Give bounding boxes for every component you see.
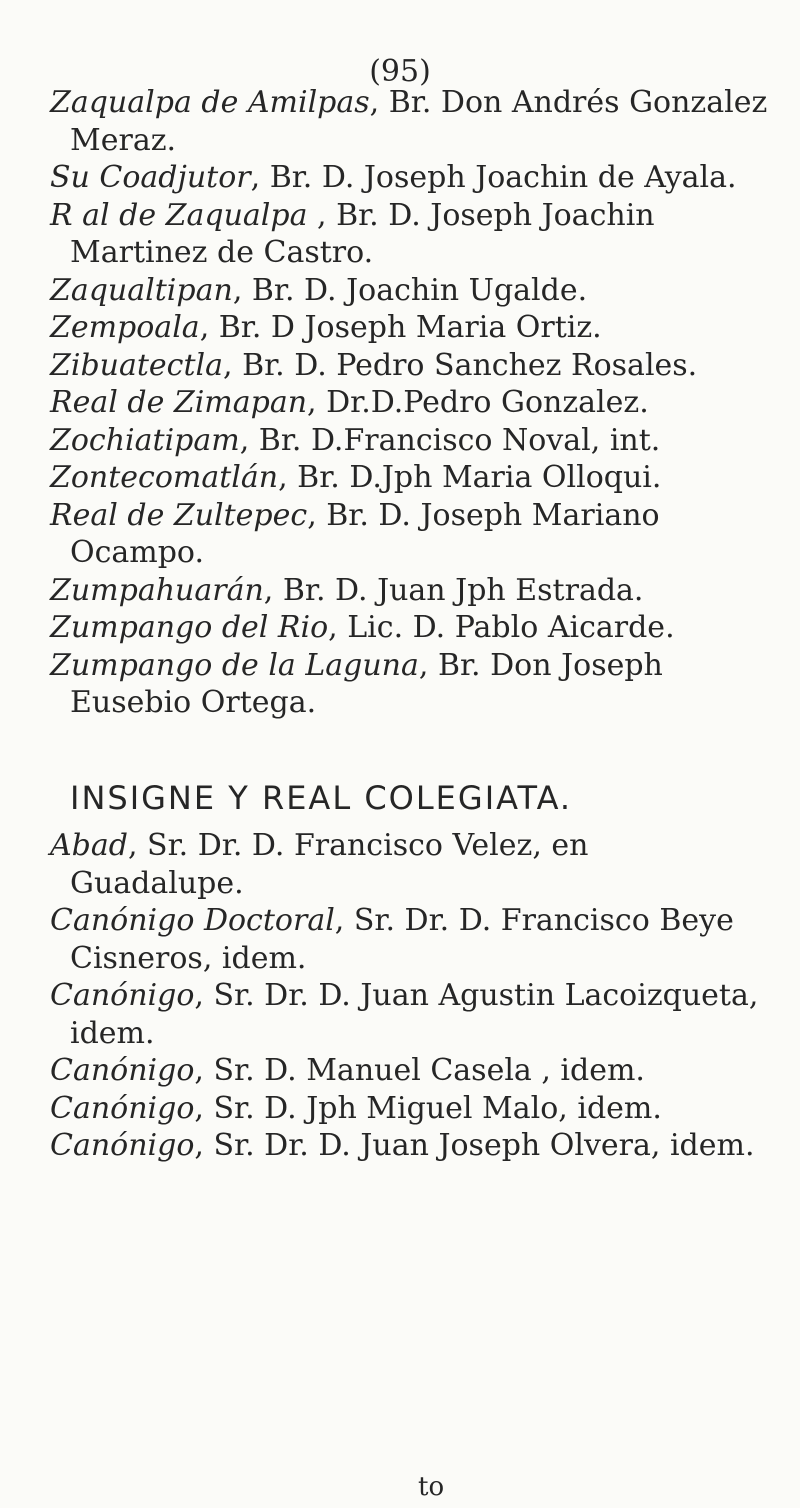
entry-separator: ,: [369, 85, 389, 120]
list-item: [50, 609, 770, 647]
entry-place: Zontecomatlán: [50, 460, 279, 495]
entry-name: Sr. D. Manuel Casela , idem.: [213, 1053, 645, 1088]
list-item: [50, 1052, 770, 1090]
entry-name: Br. D. Pedro Sanchez Rosales.: [242, 347, 698, 383]
entry-place: Zempoala: [50, 310, 200, 345]
entry-name: Br. D. Joseph Mariano Ocampo.: [70, 497, 660, 570]
catchword: to: [418, 1472, 445, 1502]
entry-separator: ,: [223, 347, 243, 383]
list-item: [50, 84, 770, 159]
parish-entries: [50, 84, 770, 722]
entry-place: Canónigo Doctoral: [50, 903, 335, 938]
list-item: [50, 827, 770, 902]
entry-separator: ,: [307, 385, 327, 420]
list-item: [50, 197, 770, 272]
entry-place: Canónigo: [50, 1128, 195, 1163]
entry-name: Sr. Dr. D. Juan Joseph Olvera, idem.: [213, 1128, 755, 1163]
entry-name: Sr. Dr. D. Juan Agustin Lacoizqueta, idem.: [70, 978, 759, 1051]
entry-name: Lic. D. Pablo Aicarde.: [347, 610, 675, 645]
entry-place: R al de Zaqualpa: [50, 197, 308, 233]
entry-separator: ,: [418, 647, 438, 683]
list-item: [50, 902, 770, 977]
list-item: [50, 1127, 770, 1165]
entry-separator: ,: [263, 572, 283, 608]
list-item: [50, 459, 770, 497]
entry-separator: ,: [307, 197, 337, 233]
list-item: [50, 272, 770, 310]
entry-place: Su Coadjutor: [50, 160, 251, 195]
entry-place: Canónigo: [50, 1090, 195, 1126]
entry-separator: ,: [307, 497, 327, 533]
entry-place: Zochiatipam: [50, 422, 240, 458]
entry-separator: ,: [328, 610, 348, 645]
list-item: [50, 572, 770, 610]
entry-name: Br. Don Andrés Gonzalez Meraz.: [70, 85, 768, 158]
entry-name: Br. D. Juan Jph Estrada.: [282, 572, 644, 608]
list-item: [50, 1090, 770, 1128]
entry-place: Canónigo: [50, 978, 195, 1013]
entry-place: Real de Zultepec: [50, 497, 308, 533]
list-item: [50, 647, 770, 722]
entry-name: Br. D Joseph Maria Ortiz.: [218, 310, 602, 345]
entry-separator: ,: [334, 903, 354, 938]
entry-separator: ,: [278, 460, 298, 495]
list-item: [50, 159, 770, 197]
entry-name: Br. D.Francisco Noval, int.: [258, 422, 661, 458]
entry-place: Zaqualtipan: [50, 272, 233, 308]
entry-place: Zumpahuarán: [50, 572, 264, 608]
entry-place: Zibuatectla: [50, 347, 223, 383]
entry-place: Zaqualpa de Amilpas: [50, 85, 370, 120]
page-number: (95): [369, 54, 431, 89]
entry-name: Dr.D.Pedro Gonzalez.: [326, 385, 649, 420]
entry-place: Zumpango del Rio: [50, 610, 329, 645]
entry-name: Br. D. Joseph Joachin Martinez de Castro.: [70, 197, 655, 270]
entry-separator: ,: [127, 828, 148, 863]
list-item: [50, 347, 770, 385]
entry-name: Sr. D. Jph Miguel Malo, idem.: [213, 1090, 662, 1126]
entry-separator: ,: [194, 1128, 214, 1163]
entry-place: Canónigo: [50, 1053, 195, 1088]
list-item: [50, 384, 770, 422]
entry-separator: ,: [250, 160, 270, 195]
entry-name: Br. D. Joseph Joachin de Ayala.: [269, 160, 737, 195]
list-item: [50, 422, 770, 460]
list-item: [50, 309, 770, 347]
section-heading: INSIGNE Y REAL COLEGIATA.: [70, 778, 573, 817]
entry-separator: ,: [199, 310, 219, 345]
entry-name: Sr. Dr. D. Francisco Beye Cisneros, idem.: [70, 903, 734, 976]
list-item: [50, 977, 770, 1052]
entry-separator: ,: [194, 1090, 214, 1126]
entry-name: Sr. Dr. D. Francisco Velez, en Guadalupe.: [70, 828, 589, 901]
entry-separator: ,: [194, 978, 214, 1013]
entry-name: Br. Don Joseph Eusebio Ortega.: [70, 647, 663, 720]
entry-name: Br. D.Jph Maria Olloqui.: [297, 460, 662, 495]
entry-place: Zumpango de la Laguna: [50, 647, 419, 683]
entry-separator: ,: [194, 1053, 214, 1088]
entry-place: Abad: [50, 828, 128, 863]
list-item: [50, 497, 770, 572]
entry-separator: ,: [232, 272, 252, 308]
entry-place: Real de Zimapan: [50, 385, 308, 420]
colegiata-entries: [50, 827, 770, 1165]
directory-list: [50, 84, 770, 1165]
entry-name: Br. D. Joachin Ugalde.: [251, 272, 588, 308]
entry-separator: ,: [239, 422, 259, 458]
